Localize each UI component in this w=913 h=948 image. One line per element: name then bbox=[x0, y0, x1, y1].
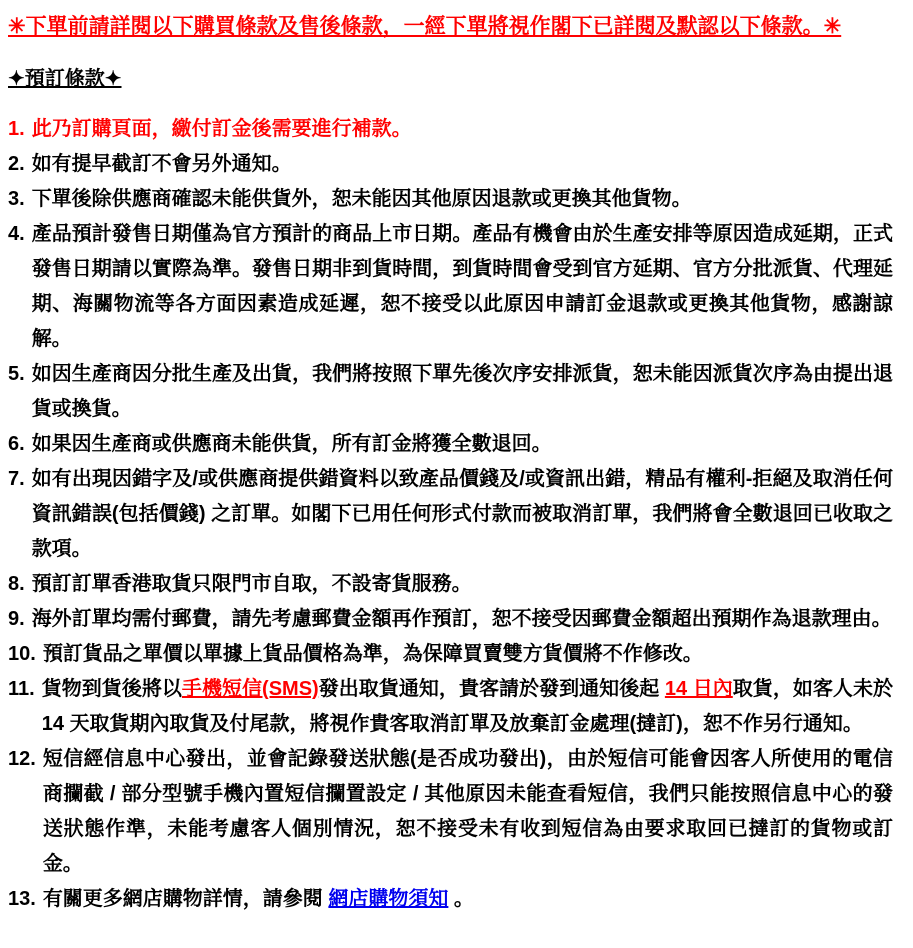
term-item-8 bbox=[8, 567, 893, 602]
term-text: 此乃訂購頁面，繳付訂金後需要進行補款。 bbox=[31, 118, 412, 140]
term-item-12 bbox=[8, 742, 893, 882]
term-number: 13. bbox=[8, 888, 36, 910]
term-item-11 bbox=[8, 672, 893, 742]
term-item-1 bbox=[8, 112, 893, 147]
term-number: 9. bbox=[8, 608, 25, 630]
term-text: 如因生產商因分批生產及出貨，我們將按照下單先後次序安排派貨，恕未能因派貨次序為由提出退貨或換貨。 bbox=[31, 363, 893, 420]
term-text: 預訂訂單香港取貨只限門市自取，不設寄貨服務。 bbox=[31, 573, 472, 595]
term-text-segment: 有關更多網店購物詳情，請參閱 bbox=[42, 888, 329, 910]
term-number: 3. bbox=[8, 188, 25, 210]
term-number: 7. bbox=[8, 468, 25, 490]
term-item-9 bbox=[8, 602, 893, 637]
term-number: 11. bbox=[8, 678, 35, 700]
store-shopping-guide-link[interactable]: 網店購物須知 bbox=[328, 888, 449, 910]
term-text: 如有出現因錯字及/或供應商提供錯資料以致產品價錢及/或資訊出錯，精品有權利-拒絕及取消任何資訊錯誤(包括價錢) 之訂單。如閣下已用任何形式付款而被取消訂單，我們將會全數退回已收取之款項。 bbox=[31, 468, 893, 560]
sms-notice-emphasis: 手機短信(SMS) bbox=[181, 678, 319, 700]
term-number: 8. bbox=[8, 573, 25, 595]
preorder-terms-heading: ✦預訂條款✦ bbox=[8, 68, 122, 90]
terms-list bbox=[8, 112, 893, 917]
pickup-deadline-emphasis: 14 日內 bbox=[664, 678, 733, 700]
term-number: 2. bbox=[8, 153, 25, 175]
term-text: 如有提早截訂不會另外通知。 bbox=[31, 153, 292, 175]
term-item-10 bbox=[8, 637, 893, 672]
term-text-segment: 取貨，如客人未於 14 天取貨期內取貨及付尾款，將視作貴客取消訂單及放棄訂金處理(撻訂)，恕不作另行通知。 bbox=[41, 678, 893, 735]
term-text-segment: 發出取貨通知，貴客請於發到通知後起 bbox=[318, 678, 665, 700]
term-item-3 bbox=[8, 182, 893, 217]
term-text: 預訂貨品之單價以單據上貨品價格為準，為保障買賣雙方貨價將不作修改。 bbox=[42, 643, 703, 665]
purchase-terms-notice: ✳下單前請詳閱以下購買條款及售後條款，一經下單將視作閣下已詳閱及默認以下條款。✳ bbox=[8, 15, 842, 38]
term-item-4 bbox=[8, 217, 893, 357]
term-item-6 bbox=[8, 427, 893, 462]
term-text bbox=[43, 882, 893, 917]
term-text: 短信經信息中心發出，並會記錄發送狀態(是否成功發出)，由於短信可能會因客人所使用的電信商攔截 / 部分型號手機內置短信攔置設定 / 其他原因未能查看短信，我們只能按照信息中心的發送狀態作準，未能考慮客人個別情況，恕不接受未有收到短信為由要求取回已撻訂的貨物或訂金。 bbox=[42, 748, 893, 875]
term-text-segment: 貨物到貨後將以 bbox=[41, 678, 182, 700]
term-text: 產品預計發售日期僅為官方預計的商品上市日期。產品有機會由於生產安排等原因造成延期，正式發售日期請以實際為準。發售日期非到貨時間，到貨時間會受到官方延期、官方分批派貨、代理延期、海關物流等各方面因素造成延遲，恕不接受以此原因申請訂金退款或更換其他貨物，感謝諒解。 bbox=[31, 223, 893, 350]
term-item-2 bbox=[8, 147, 893, 182]
term-text: 海外訂單均需付郵費，請先考慮郵費金額再作預訂，恕不接受因郵費金額超出預期作為退款理由。 bbox=[31, 608, 892, 630]
term-text: 如果因生產商或供應商未能供貨，所有訂金將獲全數退回。 bbox=[31, 433, 552, 455]
term-number: 1. bbox=[8, 118, 25, 140]
term-number: 4. bbox=[8, 223, 25, 245]
term-number: 6. bbox=[8, 433, 25, 455]
term-text bbox=[42, 672, 893, 742]
term-item-7 bbox=[8, 462, 893, 567]
term-text-segment: 。 bbox=[448, 888, 474, 910]
term-number: 12. bbox=[8, 748, 36, 770]
term-item-5 bbox=[8, 357, 893, 427]
term-number: 5. bbox=[8, 363, 25, 385]
term-item-13 bbox=[8, 882, 893, 917]
term-number: 10. bbox=[8, 643, 36, 665]
term-text: 下單後除供應商確認未能供貨外，恕未能因其他原因退款或更換其他貨物。 bbox=[31, 188, 692, 210]
